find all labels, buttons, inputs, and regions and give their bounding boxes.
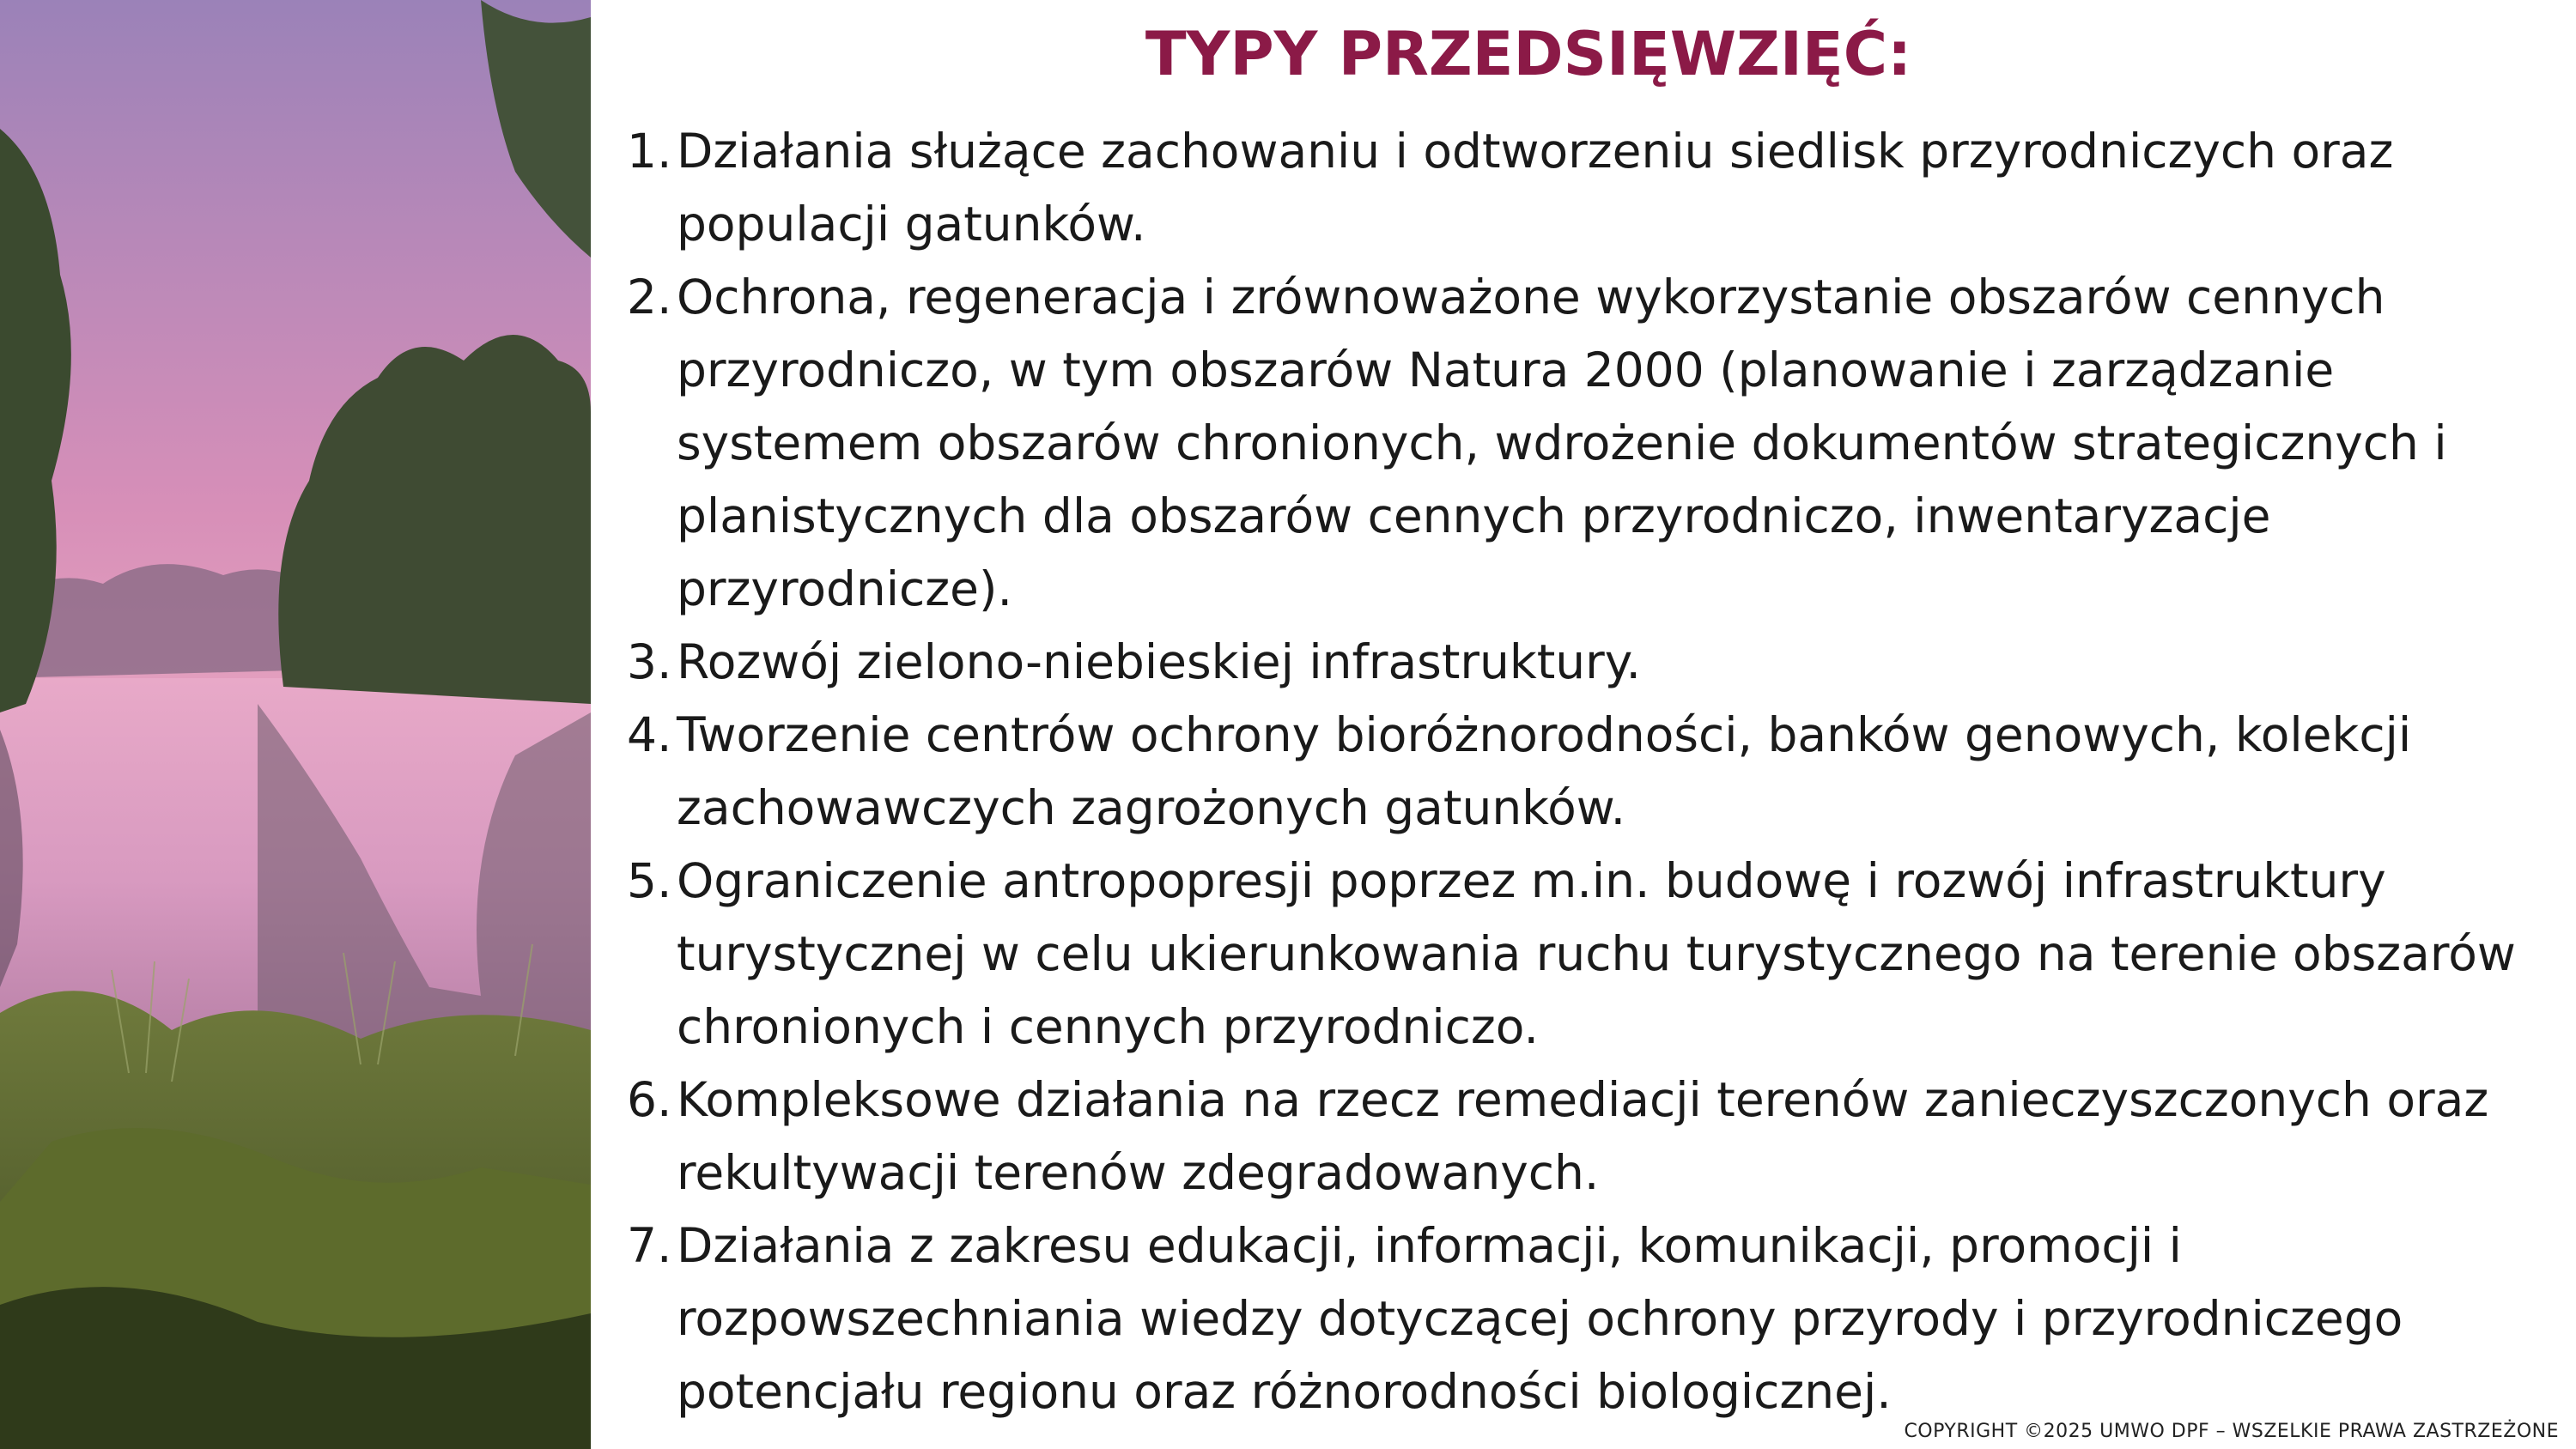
item-text: Kompleksowe działania na rzecz remediacji terenów zanieczyszczonych oraz rekultywacji terenów zdegradowanych.	[677, 1072, 2489, 1200]
list-item	[627, 1210, 2542, 1428]
item-number: 3.	[627, 634, 672, 689]
item-number: 5.	[627, 853, 672, 908]
list-item	[627, 1064, 2542, 1210]
list-item	[627, 699, 2542, 845]
item-number: 7.	[627, 1218, 672, 1273]
project-types-list	[627, 115, 2542, 1428]
item-text: Ochrona, regeneracja i zrównoważone wykorzystanie obszarów cennych przyrodniczo, w tym obszarów Natura 2000 (planowanie i zarządzanie systemem obszarów chronionych, wdrożenie dokumentów strategicznych i planistycznych dla obszarów cennych przyrodniczo, inwentaryzacje przyrodnicze).	[677, 270, 2447, 616]
item-number: 6.	[627, 1072, 672, 1127]
list-item	[627, 261, 2542, 626]
item-number: 2.	[627, 270, 672, 324]
list-item	[627, 845, 2542, 1064]
copyright-notice: COPYRIGHT ©2025 UMWO DPF – WSZELKIE PRAWA ZASTRZEŻONE	[1904, 1421, 2559, 1442]
item-text: Rozwój zielono-niebieskiej infrastruktury.	[677, 634, 1641, 689]
item-text: Tworzenie centrów ochrony bioróżnorodności, banków genowych, kolekcji zachowawczych zagrożonych gatunków.	[677, 707, 2412, 835]
item-text: Ograniczenie antropopresji poprzez m.in. budowę i rozwój infrastruktury turystycznej w celu ukierunkowania ruchu turystycznego na terenie obszarów chronionych i cennych przyrodniczo.	[677, 853, 2516, 1054]
list-item	[627, 115, 2542, 261]
item-number: 4.	[627, 707, 672, 762]
item-text: Działania służące zachowaniu i odtworzeniu siedlisk przyrodniczych oraz populacji gatunków.	[677, 124, 2394, 252]
item-text: Działania z zakresu edukacji, informacji, komunikacji, promocji i rozpowszechniania wiedzy dotyczącej ochrony przyrody i przyrodniczego potencjału regionu oraz różnorodności biologicznej.	[677, 1218, 2403, 1419]
list-item	[627, 626, 2542, 699]
slide-content	[627, 0, 2550, 1449]
landscape-photo	[0, 0, 591, 1449]
item-number: 1.	[627, 124, 672, 179]
slide-title: TYPY PRZEDSIĘWZIĘĆ:	[1145, 19, 1912, 89]
